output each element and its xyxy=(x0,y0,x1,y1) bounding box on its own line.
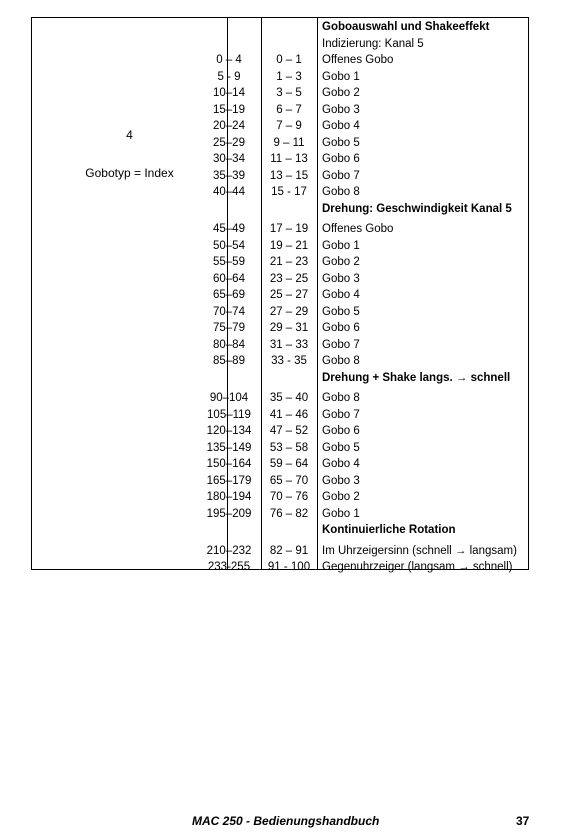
description-cell: Gobo 5 xyxy=(322,136,360,149)
dmx-range-cell xyxy=(197,36,261,52)
percent-range-cell: 59 – 64 xyxy=(269,458,309,470)
dmx-range-cell: 5 - 9 xyxy=(217,70,241,83)
dmx-range-cell: 210–232 xyxy=(206,544,252,557)
gobo-table xyxy=(31,17,529,573)
percent-range-cell: 41 – 46 xyxy=(269,408,309,421)
dmx-range-cell: 15–19 xyxy=(213,103,245,116)
percent-range-cell: 7 – 9 xyxy=(276,120,302,132)
percent-range-cell: 6 – 7 xyxy=(276,103,302,116)
description-cell: Gobo 4 xyxy=(322,289,360,301)
percent-range-cell xyxy=(261,201,317,217)
percent-range-cell: 31 – 33 xyxy=(269,338,309,351)
description-cell: Gobo 3 xyxy=(322,103,360,116)
percent-range-cell: 23 – 25 xyxy=(269,272,309,285)
dmx-range-cell: 35–39 xyxy=(213,169,245,182)
description-cell: Gobo 4 xyxy=(322,458,360,470)
description-cell: Gobo 2 xyxy=(322,256,360,268)
percent-range-cell xyxy=(261,370,317,386)
section-heading: Drehung + Shake langs. → schnell xyxy=(322,371,511,384)
channel-number: 4 xyxy=(126,128,133,142)
percent-range-cell: 70 – 76 xyxy=(269,491,309,503)
dmx-range-cell: 10–14 xyxy=(213,87,245,99)
description-cell: Gobo 8 xyxy=(322,186,360,198)
percent-range-cell: 21 – 23 xyxy=(269,256,309,268)
percent-range-cell: 15 - 17 xyxy=(271,186,307,198)
description-cell: Gobo 7 xyxy=(322,408,360,421)
section-heading: Kontinuierliche Rotation xyxy=(322,524,456,536)
description-cell: Gobo 6 xyxy=(322,153,360,165)
percent-range-cell: 25 – 27 xyxy=(269,289,309,301)
description-cell: Gobo 3 xyxy=(322,474,360,487)
description-cell: Gobo 7 xyxy=(322,169,360,182)
page-number: 37 xyxy=(516,814,530,828)
percent-range-cell: 65 – 70 xyxy=(269,474,309,487)
section-heading: Drehung: Geschwindigkeit Kanal 5 xyxy=(322,202,512,215)
description-cell: Offenes Gobo xyxy=(322,223,394,235)
percent-range-cell: 9 – 11 xyxy=(273,136,305,149)
dmx-range-cell: 20–24 xyxy=(213,120,245,132)
dmx-range-cell: 120–134 xyxy=(206,425,252,437)
percent-range-cell: 0 – 1 xyxy=(276,54,302,66)
percent-range-cell: 53 – 58 xyxy=(269,441,309,454)
dmx-range-cell: 65–69 xyxy=(213,289,245,301)
dmx-range-cell: 50–54 xyxy=(213,239,245,252)
description-cell: Gegenuhrzeiger (langsam → schnell) xyxy=(322,561,513,573)
dmx-range-cell xyxy=(197,370,261,386)
description-cell: Gobo 4 xyxy=(322,120,360,132)
gobo-type-label: Gobotyp = Index xyxy=(85,166,174,180)
percent-range-cell xyxy=(261,19,317,35)
dmx-range-cell: 0 – 4 xyxy=(216,54,242,66)
description-cell: Gobo 1 xyxy=(322,239,360,252)
description-cell: Offenes Gobo xyxy=(322,54,394,66)
dmx-range-cell xyxy=(197,201,261,217)
dmx-range-cell: 55–59 xyxy=(213,256,245,268)
description-cell: Gobo 5 xyxy=(322,441,360,454)
percent-range-cell: 35 – 40 xyxy=(269,392,309,404)
percent-range-cell: 29 – 31 xyxy=(269,322,309,334)
description-cell: Gobo 8 xyxy=(322,355,360,367)
description-cell: Gobo 6 xyxy=(322,425,360,437)
description-cell: Gobo 1 xyxy=(322,70,360,83)
percent-range-cell: 27 – 29 xyxy=(269,305,309,318)
percent-range-cell: 76 – 82 xyxy=(269,507,309,520)
section-heading: Goboauswahl und Shakeeffekt xyxy=(322,21,490,33)
percent-range-cell: 3 – 5 xyxy=(276,87,302,99)
dmx-range-cell: 165–179 xyxy=(206,474,252,487)
dmx-range-cell: 30–34 xyxy=(213,153,245,165)
dmx-range-cell: 195–209 xyxy=(206,507,252,520)
dmx-range-cell: 25–29 xyxy=(213,136,245,149)
percent-range-cell xyxy=(261,36,317,52)
dmx-range-cell xyxy=(197,522,261,538)
percent-range-cell: 11 – 13 xyxy=(270,153,308,165)
dmx-range-cell: 135–149 xyxy=(206,441,252,454)
dmx-range-cell: 40–44 xyxy=(213,186,245,198)
percent-range-cell xyxy=(261,522,317,538)
dmx-range-cell: 233-255 xyxy=(207,561,251,573)
dmx-range-cell: 90–104 xyxy=(209,392,249,404)
description-cell: Gobo 2 xyxy=(322,491,360,503)
dmx-range-cell xyxy=(197,19,261,35)
description-cell: Gobo 7 xyxy=(322,338,360,351)
dmx-range-cell: 105–119 xyxy=(207,408,251,421)
percent-range-cell: 17 – 19 xyxy=(269,223,309,235)
description-cell: Im Uhrzeigersinn (schnell → langsam) xyxy=(322,544,517,557)
manual-title: MAC 250 - Bedienungshandbuch xyxy=(192,814,380,828)
percent-range-cell: 91 - 100 xyxy=(267,561,311,573)
description-cell: Gobo 5 xyxy=(322,305,360,318)
percent-range-cell: 13 – 15 xyxy=(269,169,309,182)
description-cell: Gobo 1 xyxy=(322,507,360,520)
description-cell: Gobo 8 xyxy=(322,392,360,404)
description-cell: Gobo 2 xyxy=(322,87,360,99)
percent-range-cell: 47 – 52 xyxy=(269,425,309,437)
percent-range-cell: 19 – 21 xyxy=(269,239,309,252)
dmx-range-cell: 85–89 xyxy=(213,355,245,367)
percent-range-cell: 82 – 91 xyxy=(269,544,309,557)
dmx-range-cell: 70–74 xyxy=(213,305,245,318)
percent-range-cell: 33 - 35 xyxy=(271,355,307,367)
dmx-range-cell: 75–79 xyxy=(213,322,245,334)
description-cell: Gobo 3 xyxy=(322,272,360,285)
page-footer xyxy=(0,814,565,834)
dmx-range-cell: 150–164 xyxy=(206,458,252,470)
dmx-range-cell: 80–84 xyxy=(213,338,245,351)
description-cell: Indizierung: Kanal 5 xyxy=(322,37,424,50)
description-cell: Gobo 6 xyxy=(322,322,360,334)
dmx-range-cell: 180–194 xyxy=(206,491,252,503)
dmx-range-cell: 60–64 xyxy=(213,272,245,285)
dmx-range-cell: 45–49 xyxy=(213,223,245,235)
percent-range-cell: 1 – 3 xyxy=(276,70,302,83)
